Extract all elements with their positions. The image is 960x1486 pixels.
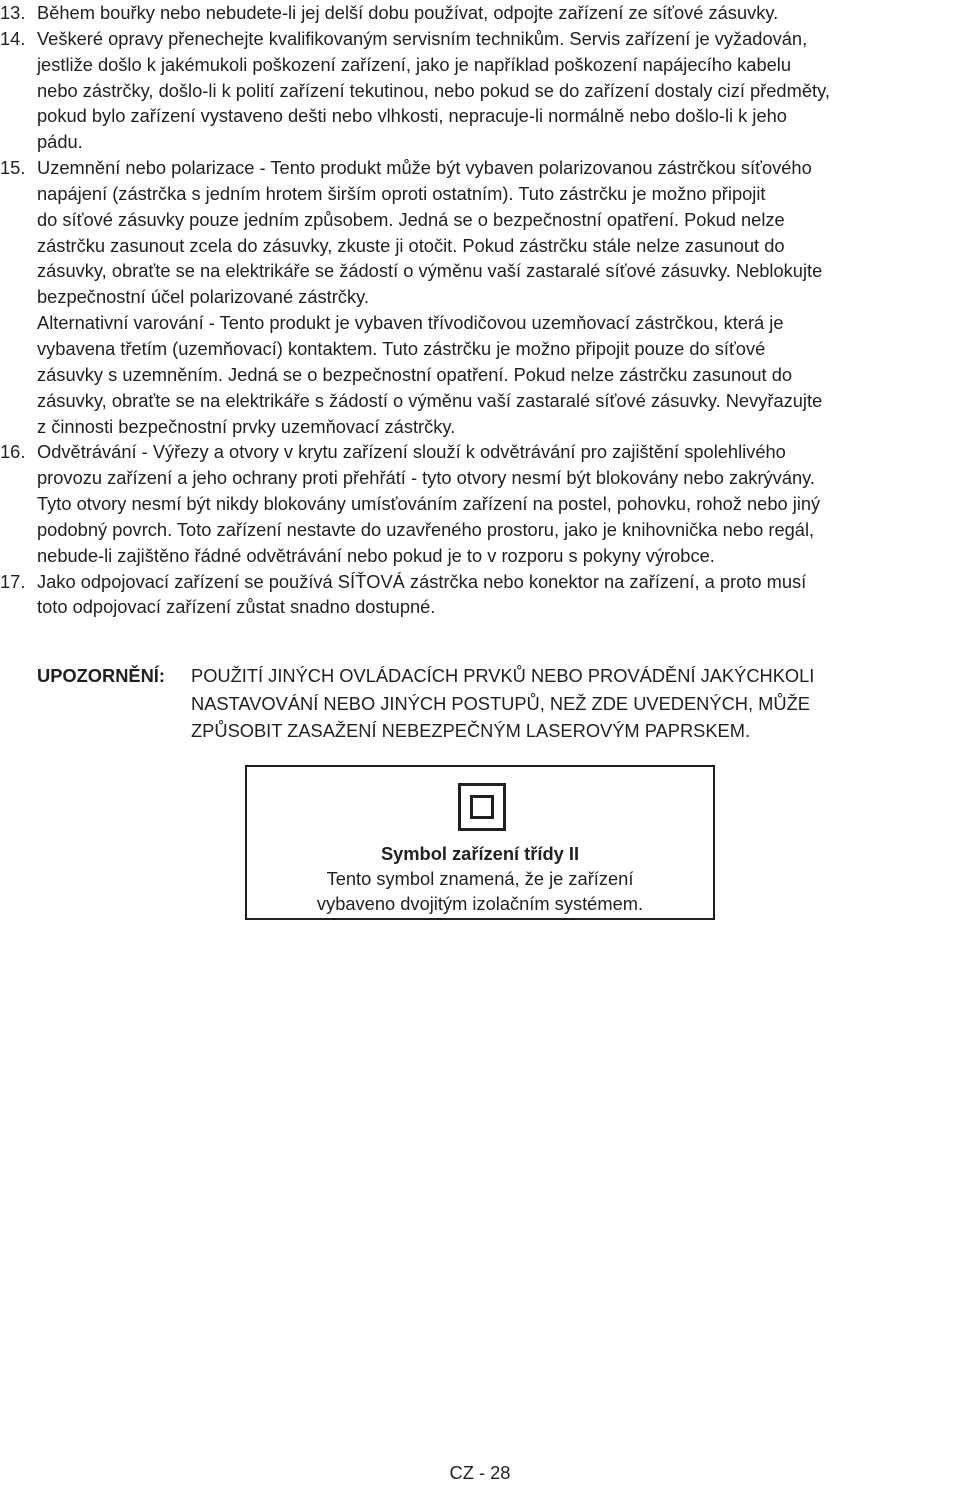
double-insulation-icon bbox=[458, 783, 506, 831]
item-text: Uzemnění nebo polarizace - Tento produkt může být vybaven polarizovanou zástrčkou síťového napájení (zástrčka s jedním hrotem širším oproti ostatním). Tuto zástrčku je možno připojit do síťové zásuvky pouze jedním způsobem. Jedná se o bezpečnostní opatření. Pokud nelze zástrčku zasunout zcela do zásuvky, zkuste ji otočit. Pokud zástrčku stále nelze zasunout do zásuvky, obraťte se na elektrikáře se žádostí o výměnu vaší zastaralé síťové zásuvky. Neblokujte bezpečnostní účel polarizované zástrčky. Alternativní varování - Tento produkt je vybaven třívodičovou uzemňovací zástrčkou, která je vybavena třetím (uzemňovací) kontaktem. Tuto zástrčku je možno připojit pouze do síťové zásuvky s uzemněním. Jedná se o bezpečnostní opatření. Pokud nelze zástrčku zasunout do zásuvky, obraťte se na elektrikáře s žádostí o výměnu vaší zastaralé síťové zásuvky. Nevyřazujte z činnosti bezpečnostní prvky uzemňovací zástrčky. bbox=[37, 157, 823, 437]
list-item bbox=[0, 0, 960, 26]
warning-text: POUŽITÍ JINÝCH OVLÁDACÍCH PRVKŮ NEBO PROVÁDĚNÍ JAKÝCHKOLI NASTAVOVÁNÍ NEBO JINÝCH POSTUPŮ, NEŽ ZDE UVEDENÝCH, MŮŽE ZPŮSOBIT ZASAŽENÍ NEBEZPEČNÝM LASEROVÝM PAPRSKEM. bbox=[191, 665, 815, 741]
item-number: 13. bbox=[0, 2, 26, 23]
list-item bbox=[0, 155, 960, 439]
list-item bbox=[0, 569, 960, 621]
symbol-description: Tento symbol znamená, že je zařízení vybaveno dvojitým izolačním systémem. bbox=[316, 868, 644, 914]
item-text: Jako odpojovací zařízení se používá SÍŤOVÁ zástrčka nebo konektor na zařízení, a proto musí toto odpojovací zařízení zůstat snadno dostupné. bbox=[37, 570, 807, 618]
item-text: Odvětrávání - Výřezy a otvory v krytu zařízení slouží k odvětrávání pro zajištění spolehlivého provozu zařízení a jeho ochrany proti přehřátí - tyto otvory nesmí být blokovány nebo zakrývány. Tyto otvory nesmí být nikdy blokovány umísťováním zařízení na postel, pohovku, rohož nebo jiný podobný povrch. Toto zařízení nestavte do uzavřeného prostoru, jako je knihovnička nebo regál, nebude-li zajištěno řádné odvětrávání nebo pokud je to v rozporu s pokyny výrobce. bbox=[37, 441, 821, 566]
item-text: Během bouřky nebo nebudete-li jej delší dobu používat, odpojte zařízení ze síťové zásuvky. bbox=[37, 2, 779, 23]
item-number: 17. bbox=[0, 570, 26, 592]
warning-label: UPOZORNĚNÍ: bbox=[37, 665, 165, 686]
class-ii-symbol-box bbox=[245, 765, 715, 920]
list-item bbox=[0, 26, 960, 155]
symbol-title: Symbol zařízení třídy II bbox=[380, 843, 580, 864]
page-number: CZ - 28 bbox=[449, 1462, 511, 1483]
safety-instructions-list bbox=[0, 0, 960, 620]
item-number: 15. bbox=[0, 157, 26, 179]
list-item bbox=[0, 439, 960, 568]
item-number: 14. bbox=[0, 27, 26, 49]
item-number: 16. bbox=[0, 441, 26, 463]
item-text: Veškeré opravy přenechejte kvalifikovaným servisním technikům. Servis zařízení je vyžadován, jestliže došlo k jakémukoli poškození zařízení, jako je například poškození napájecího kabelu nebo zástrčky, došlo-li k polití zařízení tekutinou, nebo pokud se do zařízení dostaly cizí předměty, pokud bylo zařízení vystaveno dešti nebo vlhkosti, nepracuje-li normálně nebo došlo-li k jeho pádu. bbox=[37, 27, 830, 153]
